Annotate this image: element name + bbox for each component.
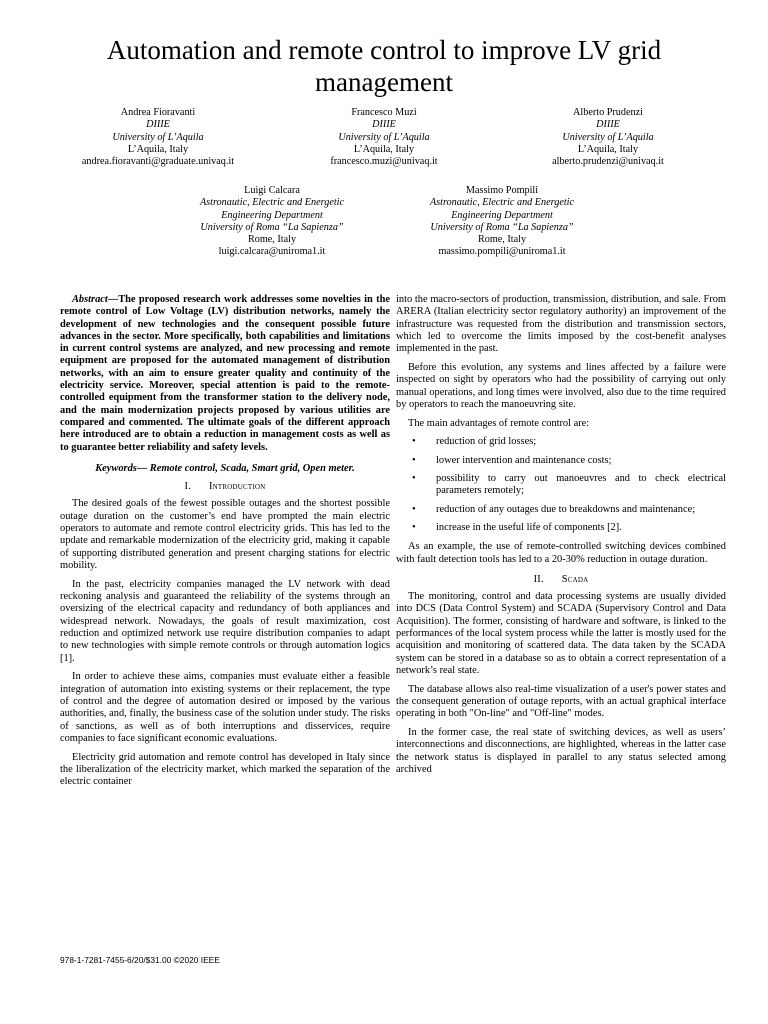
- author-university: University of Roma “La Sapienza”: [200, 221, 344, 233]
- paragraph: In the past, electricity companies managed the LV network with dead reckoning analysis and guaranteed the reliability of the systems through an oversizing of the electrical capacity and redundancy of both appliances and widespread network. Nowadays, the goals of result maximization, cost reduction and optimized network use require distribution companies to adapt to new technologies with simple remote controls or through automation logics [1].: [60, 578, 390, 664]
- bullet-icon: •: [412, 521, 416, 533]
- paragraph: into the macro-sectors of production, transmission, distribution, and sale. From ARERA (Italian electricity sector regulatory authority) an improvement of the infrastructure was requested from the distribution and transmission sectors, which led to overcome the limits imposed by the cost-benefit analyses implemented in the past.: [396, 294, 726, 355]
- left-column: [60, 294, 390, 795]
- author-university: University of L’Aquila: [112, 131, 204, 143]
- bullet-icon: •: [412, 454, 416, 466]
- list-item: • possibility to carry out manoeuvres and to check electrical parameters remotely;: [412, 473, 726, 497]
- section-heading-introduction: I. Introduction: [184, 481, 266, 493]
- section-heading-scada: II. Scada: [533, 573, 589, 585]
- author-email: alberto.prudenzi@univaq.it: [552, 156, 664, 168]
- right-column: [396, 294, 726, 783]
- author-city: L’Aquila, Italy: [353, 143, 415, 155]
- author-name: Massimo Pompili: [465, 185, 539, 196]
- author-email: massimo.pompili@uniroma1.it: [438, 246, 566, 258]
- paragraph: Electricity grid automation and remote control has developed in Italy since the liberalization of the electricity market, which marked the separation of the electric container: [60, 751, 390, 788]
- author-dept: DIIIE: [372, 119, 396, 131]
- author-name: Luigi Calcara: [244, 185, 300, 196]
- abstract: [60, 294, 390, 454]
- list-item: • increase in the useful life of components [2].: [412, 521, 622, 533]
- author-email: luigi.calcara@uniroma1.it: [218, 246, 326, 258]
- bullet-icon: •: [412, 503, 416, 515]
- paragraph: The database allows also real-time visualization of a user's power states and the consequent generation of outage reports, with an actual graphical interface operating in both "On-line" and "Off-line" modes.: [396, 683, 726, 720]
- author-name: Francesco Muzi: [351, 107, 417, 118]
- bullet-icon: •: [412, 473, 416, 485]
- author-city: L’Aquila, Italy: [577, 143, 639, 155]
- author-email: francesco.muzi@univaq.it: [330, 156, 438, 168]
- author-block-4: [172, 185, 372, 259]
- author-city: L’Aquila, Italy: [127, 143, 189, 155]
- author-block-2: [284, 107, 484, 168]
- list-item: • reduction of any outages due to breakdowns and maintenance;: [412, 503, 696, 515]
- paragraph: The desired goals of the fewest possible outages and the shortest possible outage duration on the customer’s end have prompted the main electric operators to automate and remote control electricity grids. This has led to the update and remarkable modernization of the electricity grid, making it capable of supporting distributed generation and present charging stations for electric mobility.: [60, 498, 390, 571]
- author-dept: DIIIE: [146, 119, 170, 131]
- author-university: University of Roma “La Sapienza”: [430, 221, 574, 233]
- author-block-5: [402, 185, 602, 259]
- author-city: Rome, Italy: [477, 234, 527, 246]
- list-item: • reduction of grid losses;: [412, 436, 537, 448]
- author-dept: Astronautic, Electric and Energetic: [429, 197, 575, 209]
- paragraph: In the former case, the real state of switching devices, as well as users’ interconnections and disconnections, are highlighted, whereas in the latter case the network status is displayed in parallel to any status selected among archived: [396, 727, 726, 775]
- author-city: Rome, Italy: [247, 234, 297, 246]
- bullet-icon: •: [412, 436, 416, 448]
- author-dept: Engineering Department: [221, 209, 323, 221]
- abstract-text: —The proposed research work addresses some novelties in the remote control of Low Voltage (LV) distribution networks, namely the development of new technologies and the consequent possible future advances in the sector. More specifically, both capabilities and limitations in current control systems are analyzed, and new processing and remote equipment are proposed for the automated management of distribution networks, with an aim to ensure greater quality and continuity of the electricity service. Moreover, special attention is paid to the remote-controlled equipment from the transformer station to the delivery node, and the main modernization projects proposed by various utilities are compared and commented. The ultimate goals of the different approach here introduced are to obtain a reduction in management costs as well as to guarantee better reliability and safety levels.: [60, 294, 390, 453]
- author-name: Andrea Fioravanti: [120, 107, 196, 118]
- advantages-list: [396, 436, 726, 534]
- copyright-footer: 978-1-7281-7455-6/20/$31.00 ©2020 IEEE: [60, 955, 220, 965]
- author-dept: DIIIE: [596, 119, 620, 131]
- author-dept: Engineering Department: [451, 209, 553, 221]
- list-item: • lower intervention and maintenance costs;: [412, 454, 612, 466]
- paragraph: The monitoring, control and data processing systems are usually divided into DCS (Data Control System) and SCADA (Supervisory Control and Data Acquisition). The former, consisting of hardware and software, is linked to the performances of the local system process while the latter is mostly used for the acquisition and monitoring of scattered data. The data taken by the SCADA system can be stored in a database so as to obtain a correct representation of a network’s real state.: [396, 591, 726, 676]
- author-dept: Astronautic, Electric and Energetic: [199, 197, 345, 209]
- keywords: Keywords— Remote control, Scada, Smart grid, Open meter.: [95, 462, 355, 474]
- paragraph: In order to achieve these aims, companies must evaluate either a feasible integration of automation into existing systems or their replacement, the type of control and the degree of automation desired or imposed by the various authorities, and, finally, the business case of the solution under study. The risks of sanctions, as well as of both interruptions and disservices, require companies to face significant economic evaluations.: [60, 671, 390, 744]
- paragraph: The main advantages of remote control are:: [408, 417, 590, 429]
- author-email: andrea.fioravanti@graduate.univaq.it: [81, 156, 235, 168]
- paper-title: Automation and remote control to improve LV grid management: [106, 35, 662, 97]
- paragraph: Before this evolution, any systems and lines affected by a failure were inspected on sight by operators who had the possibility of carrying out only manual operations, and long times were involved, also due to the time required by operators to reach the manoeuvring site.: [396, 361, 726, 410]
- author-university: University of L’Aquila: [562, 131, 654, 143]
- author-block-1: [58, 107, 258, 168]
- author-university: University of L’Aquila: [338, 131, 430, 143]
- author-name: Alberto Prudenzi: [573, 107, 643, 118]
- abstract-label: Abstract: [72, 294, 108, 305]
- paragraph: As an example, the use of remote-controlled switching devices combined with fault detection tools has led to a 20-30% reduction in outage duration.: [396, 541, 726, 565]
- author-block-3: [508, 107, 708, 168]
